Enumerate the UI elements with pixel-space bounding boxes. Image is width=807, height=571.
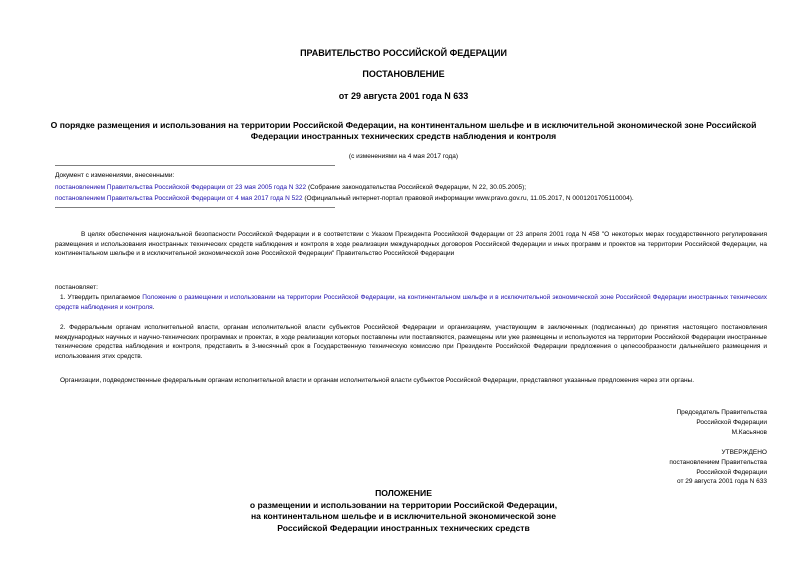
amendments-block — [55, 170, 775, 205]
signature-position: Председатель Правительства — [676, 409, 767, 416]
point-1-paragraph — [55, 293, 767, 312]
point-2-paragraph: 2. Федеральным органам исполнительной власти, органам исполнительной власти субъектов Российской Федерации и организациям, участвующим в заключенных (подписанных) до принятия настоящего постановления международных научных и научно-технических программах и проектах, в ходе реализации которых поставлены или поставляются, размещены или уже размещены и используются на территории Российской Федерации иностранные технические средства наблюдения и контроля, представить в 3-месячный срок в Государственную техническую комиссию при Президенте Российской Федерации предложения о целесообразности дальнейшего размещения и использования этих средств. — [55, 324, 767, 361]
approved-label: УТВЕРЖДЕНО — [721, 449, 767, 456]
signature-block — [676, 408, 767, 437]
approved-by: постановлением Правительства — [669, 458, 767, 466]
government-heading: ПРАВИТЕЛЬСТВО РОССИЙСКОЙ ФЕДЕРАЦИИ — [300, 48, 507, 58]
preamble-paragraph: В целях обеспечения национальной безопасности Российской Федерации и в соответствии с Указом Президента Российской Федерации от 23 апреля 2001 года N 458 "О некоторых мерах государственного регулирования размещения и использования иностранных технических средств наблюдения и контроля в ходе реализации международных договоров Российской Федерации и иных программ и проектов на территории Российской Федерации, на континентальном шельфе и в исключительной экономической зоне Российской Федерации" Правительство Российской Федерации — [55, 231, 767, 258]
regulation-heading — [0, 488, 807, 534]
regulation-line-2: на континентальном шельфе и в исключительной экономической зоне — [250, 511, 557, 521]
amendments-intro: Документ с изменениями, внесенными: — [55, 172, 175, 179]
amendments-bottom-divider — [55, 207, 335, 208]
regulation-line-1: о размещении и использовании на территории Российской Федерации, — [249, 499, 558, 510]
document-type: ПОСТАНОВЛЕНИЕ — [362, 69, 445, 79]
point-1-tail: . — [152, 303, 155, 311]
amendment-item — [55, 193, 775, 205]
title-line-1: О порядке размещения и использования на территории Российской Федерации, на континентальном шельфе и в исключительной экономической зоне Российской — [50, 120, 757, 130]
regulation-title: ПОЛОЖЕНИЕ — [375, 488, 432, 498]
regulation-link[interactable]: Положение о размещении и использовании на территории Российской Федерации, на континентальном шельфе и в исключительной экономической зоне Российской Федерации иностранных технических средств наблюдения и контроля — [55, 294, 767, 311]
amendment-link-2005[interactable]: постановлением Правительства Российской Федерации от 23 мая 2005 года N 322 — [55, 183, 307, 191]
document-date-number: от 29 августа 2001 года N 633 — [338, 91, 469, 101]
amendments-top-divider — [55, 165, 335, 166]
resolves-text: постановляет: — [55, 284, 98, 291]
amendment-source: (Собрание законодательства Российской Федерации, N 22, 30.05.2005); — [306, 183, 527, 191]
point-1-lead: 1. Утвердить прилагаемое — [60, 294, 143, 301]
signature-name: М.Касьянов — [731, 428, 767, 436]
point-3-paragraph: Организации, подведомственные федеральным органам исполнительной власти и органам исполнительной власти субъектов Российской Федерации, представляют указанные предложения через эти органы. — [60, 377, 695, 384]
approved-country: Российской Федерации — [696, 468, 767, 476]
approved-block — [669, 448, 767, 487]
amendment-source: (Официальный интернет-портал правовой информации www.pravo.gov.ru, 11.05.2017, N 0001201705110004). — [302, 195, 634, 202]
title-line-2: Федерации иностранных технических средств наблюдения и контроля — [250, 131, 557, 141]
approved-date: от 29 августа 2001 года N 633 — [676, 478, 767, 486]
amendment-item — [55, 182, 775, 194]
amendment-link-2017[interactable]: постановлением Правительства Российской Федерации от 4 мая 2017 года N 522 — [55, 195, 303, 202]
document-title — [0, 120, 807, 142]
signature-country: Российской Федерации — [696, 418, 767, 426]
regulation-line-3: Российской Федерации иностранных технических средств — [277, 522, 530, 533]
changes-note: (с изменениями на 4 мая 2017 года) — [348, 153, 459, 160]
